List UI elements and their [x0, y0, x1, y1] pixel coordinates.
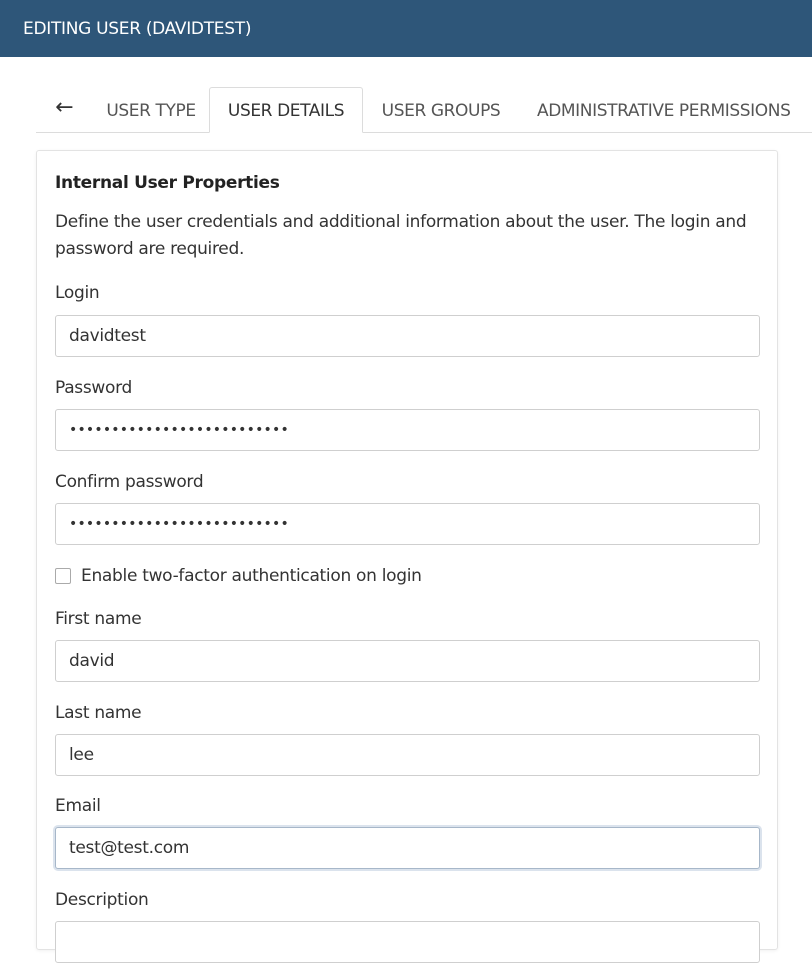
last-name-input[interactable]: lee: [55, 734, 760, 776]
panel-title: Internal User Properties: [55, 173, 280, 193]
tab-bar: [36, 87, 812, 133]
confirm-password-input[interactable]: ••••••••••••••••••••••••••: [55, 503, 760, 545]
tab-user-details[interactable]: USER DETAILS: [209, 87, 363, 133]
tab-user-type[interactable]: USER TYPE: [106, 100, 196, 121]
two-factor-checkbox[interactable]: [55, 568, 71, 584]
tab-user-groups[interactable]: USER GROUPS: [381, 100, 501, 121]
password-label: Password: [55, 378, 133, 398]
description-input[interactable]: [55, 921, 760, 963]
description-label: Description: [55, 890, 149, 910]
login-input[interactable]: davidtest: [55, 315, 760, 357]
email-input[interactable]: test@test.com: [55, 827, 760, 869]
page-title: EDITING USER (DAVIDTEST): [23, 18, 252, 39]
first-name-label: First name: [55, 609, 142, 629]
two-factor-label: Enable two-factor authentication on login: [81, 566, 422, 586]
last-name-label: Last name: [55, 703, 142, 723]
back-arrow-icon[interactable]: ←: [55, 95, 74, 120]
page-header: [0, 0, 812, 57]
panel-description: Define the user credentials and additional information about the user. The login and password are required.: [55, 212, 747, 259]
email-label: Email: [55, 796, 101, 816]
tab-administrative-permissions[interactable]: ADMINISTRATIVE PERMISSIONS: [537, 100, 791, 121]
login-label: Login: [55, 283, 100, 303]
user-properties-panel: [36, 150, 778, 950]
confirm-password-label: Confirm password: [55, 472, 204, 492]
first-name-input[interactable]: david: [55, 640, 760, 682]
two-factor-row: [55, 564, 760, 588]
password-input[interactable]: ••••••••••••••••••••••••••: [55, 409, 760, 451]
